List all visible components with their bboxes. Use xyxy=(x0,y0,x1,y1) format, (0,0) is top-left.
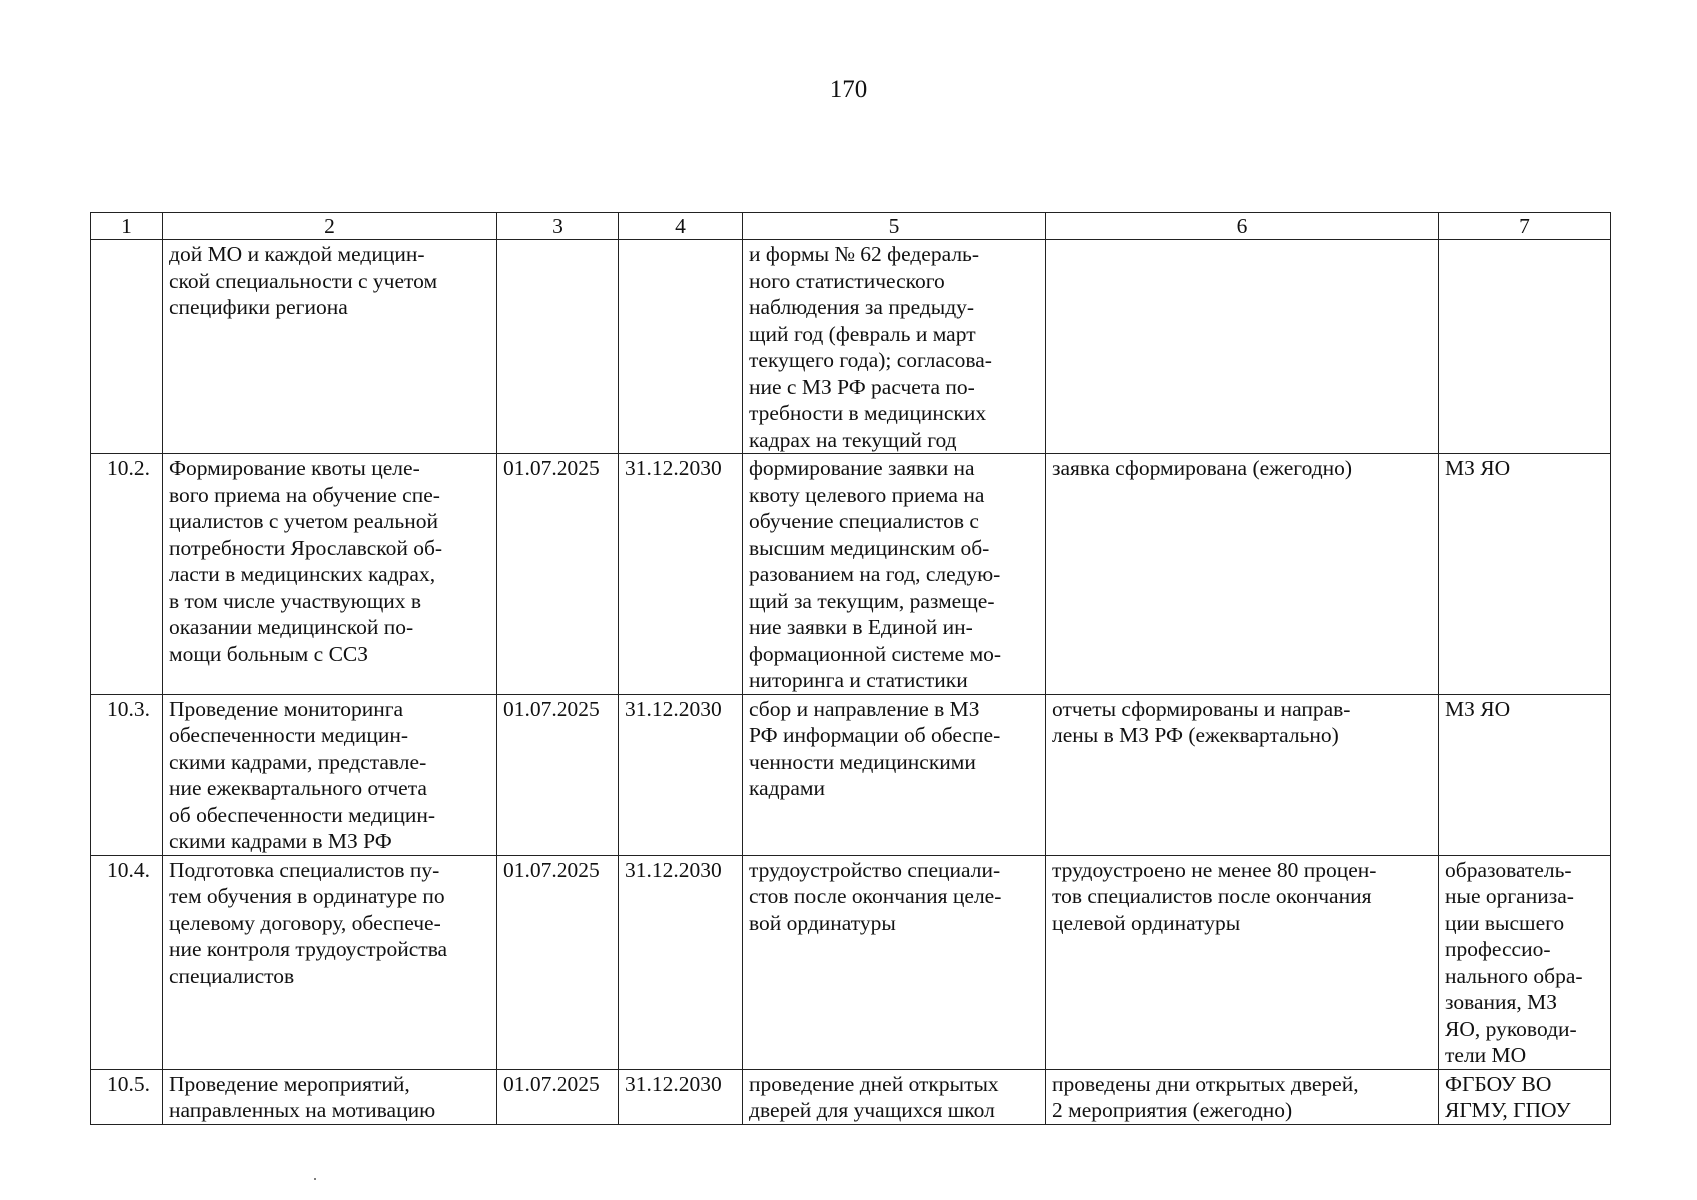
header-cell-6: 6 xyxy=(1046,213,1439,240)
cell-line: образователь- xyxy=(1445,857,1572,882)
cell-line: скими кадрами, представле- xyxy=(169,749,427,774)
cell-line: Проведение мониторинга xyxy=(169,696,404,721)
table-row xyxy=(91,454,1611,695)
end-date-cell: 31.12.2030 xyxy=(619,855,743,1069)
start-date-cell xyxy=(497,240,619,454)
cell-line: щий год (февраль и март xyxy=(749,321,976,346)
cell-line: текущего года); согласова- xyxy=(749,348,992,372)
cell-line: вого приема на обучение спе- xyxy=(169,482,440,507)
row-number-cell: 10.2. xyxy=(91,454,163,695)
cell-line: щий за текущим, размеще- xyxy=(749,588,995,613)
cell-line: зования, МЗ xyxy=(1445,990,1558,1014)
table-body xyxy=(91,213,1611,1125)
start-date-cell: 01.07.2025 xyxy=(497,855,619,1069)
end-date-cell: 31.12.2030 xyxy=(619,1069,743,1124)
row-number-cell xyxy=(91,240,163,454)
table-row xyxy=(91,240,1611,454)
event-cell xyxy=(163,1069,497,1124)
cell-line: ние ежеквартального отчета xyxy=(169,776,427,800)
cell-line: обучение специалистов с xyxy=(749,509,979,533)
cell-line: специалистов xyxy=(169,963,295,988)
cell-line: формирование заявки на xyxy=(749,456,975,480)
result-cell xyxy=(1046,694,1439,855)
cell-line: об обеспеченности медицин- xyxy=(169,802,436,827)
event-cell xyxy=(163,240,497,454)
cell-line: МЗ ЯО xyxy=(1445,456,1511,480)
row-number-cell: 10.3. xyxy=(91,694,163,855)
header-cell-3: 3 xyxy=(497,213,619,240)
cell-line: стов после окончания целе- xyxy=(749,884,1002,908)
row-number-cell: 10.5. xyxy=(91,1069,163,1124)
responsible-cell xyxy=(1439,694,1611,855)
result-cell xyxy=(1046,240,1439,454)
cell-line: Формирование квоты целе- xyxy=(169,456,420,480)
cell-line: целевому договору, обеспече- xyxy=(169,910,441,935)
cell-line: дой МО и каждой медицин- xyxy=(169,242,425,266)
cell-line: ниторинга и статистики xyxy=(749,668,968,692)
cell-line: ние заявки в Единой ин- xyxy=(749,615,973,639)
page-number: 170 xyxy=(829,76,868,103)
result-cell xyxy=(1046,855,1439,1069)
result-cell xyxy=(1046,454,1439,695)
activity-table xyxy=(90,212,1611,1125)
cell-line: специфики региона xyxy=(169,295,348,319)
row-number-cell: 10.4. xyxy=(91,855,163,1069)
cell-line: тели МО xyxy=(1445,1043,1527,1067)
cell-line: кадрами xyxy=(749,776,826,800)
start-date-cell: 01.07.2025 xyxy=(497,454,619,695)
cell-line: трудоустроено не менее 80 процен- xyxy=(1052,857,1377,882)
cell-line: Проведение мероприятий, xyxy=(169,1071,410,1096)
header-row xyxy=(91,213,1611,240)
table-row xyxy=(91,694,1611,855)
cell-line: мощи больным с ССЗ xyxy=(169,641,369,666)
action-cell xyxy=(743,694,1046,855)
result-cell xyxy=(1046,1069,1439,1124)
cell-line: ласти в медицинских кадрах, xyxy=(169,562,436,586)
cell-line: РФ информации об обеспе- xyxy=(749,723,1001,747)
cell-line: и формы № 62 федераль- xyxy=(749,242,980,266)
start-date-cell: 01.07.2025 xyxy=(497,694,619,855)
table-row xyxy=(91,855,1611,1069)
cell-line: профессио- xyxy=(1445,937,1551,961)
responsible-cell xyxy=(1439,1069,1611,1124)
cell-line: 2 мероприятия (ежегодно) xyxy=(1052,1098,1293,1122)
cell-line: вой ординатуры xyxy=(749,910,896,935)
cell-line: наблюдения за предыду- xyxy=(749,295,975,319)
cell-line: кадрах на текущий год xyxy=(749,427,957,452)
end-date-cell xyxy=(619,240,743,454)
cell-line: ченности медицинскими xyxy=(749,749,976,774)
cell-line: ние с МЗ РФ расчета по- xyxy=(749,374,975,399)
cell-line: ние контроля трудоустройства xyxy=(169,937,448,961)
cell-line: лены в МЗ РФ (ежеквартально) xyxy=(1052,723,1339,747)
cell-line: сбор и направление в МЗ xyxy=(749,696,980,721)
cell-line: направленных на мотивацию xyxy=(169,1098,436,1122)
cell-line: проведены дни открытых дверей, xyxy=(1052,1071,1359,1096)
event-cell xyxy=(163,694,497,855)
action-cell xyxy=(743,855,1046,1069)
end-date-cell: 31.12.2030 xyxy=(619,454,743,695)
scan-speck xyxy=(314,1178,316,1180)
cell-line: дверей для учащихся школ xyxy=(749,1098,995,1122)
cell-line: нального обра- xyxy=(1445,963,1583,988)
cell-line: целевой ординатуры xyxy=(1052,910,1241,935)
cell-line: Подготовка специалистов пу- xyxy=(169,857,440,882)
cell-line: потребности Ярославской об- xyxy=(169,535,443,560)
cell-line: обеспеченности медицин- xyxy=(169,723,408,747)
cell-line: скими кадрами в МЗ РФ xyxy=(169,829,392,853)
cell-line: ного статистического xyxy=(749,268,945,293)
cell-line: ФГБОУ ВО xyxy=(1445,1071,1552,1096)
cell-line: оказании медицинской по- xyxy=(169,615,414,639)
cell-line: формационной системе мо- xyxy=(749,641,1002,666)
header-cell-7: 7 xyxy=(1439,213,1611,240)
cell-line: ции высшего xyxy=(1445,910,1565,935)
cell-line: тов специалистов после окончания xyxy=(1052,884,1372,908)
cell-line: ные организа- xyxy=(1445,884,1574,908)
responsible-cell xyxy=(1439,240,1611,454)
action-cell xyxy=(743,454,1046,695)
header-cell-1: 1 xyxy=(91,213,163,240)
event-cell xyxy=(163,454,497,695)
event-cell xyxy=(163,855,497,1069)
cell-line: проведение дней открытых xyxy=(749,1071,999,1096)
end-date-cell: 31.12.2030 xyxy=(619,694,743,855)
start-date-cell: 01.07.2025 xyxy=(497,1069,619,1124)
header-cell-4: 4 xyxy=(619,213,743,240)
cell-line: отчеты сформированы и направ- xyxy=(1052,696,1351,721)
header-cell-5: 5 xyxy=(743,213,1046,240)
cell-line: квоту целевого приема на xyxy=(749,482,985,507)
table-row xyxy=(91,1069,1611,1124)
cell-line: разованием на год, следую- xyxy=(749,562,1001,586)
cell-line: заявка сформирована (ежегодно) xyxy=(1052,456,1353,480)
cell-line: МЗ ЯО xyxy=(1445,696,1511,721)
responsible-cell xyxy=(1439,855,1611,1069)
cell-line: ЯГМУ, ГПОУ xyxy=(1445,1098,1571,1122)
action-cell xyxy=(743,1069,1046,1124)
cell-line: циалистов с учетом реальной xyxy=(169,509,438,533)
cell-line: тем обучения в ординатуре по xyxy=(169,884,445,908)
cell-line: в том числе участвующих в xyxy=(169,588,422,613)
action-cell xyxy=(743,240,1046,454)
cell-line: высшим медицинским об- xyxy=(749,535,990,560)
cell-line: трудоустройство специали- xyxy=(749,857,1001,882)
cell-line: ской специальности с учетом xyxy=(169,268,438,293)
responsible-cell xyxy=(1439,454,1611,695)
header-cell-2: 2 xyxy=(163,213,497,240)
cell-line: требности в медицинских xyxy=(749,401,987,425)
cell-line: ЯО, руководи- xyxy=(1445,1016,1577,1041)
